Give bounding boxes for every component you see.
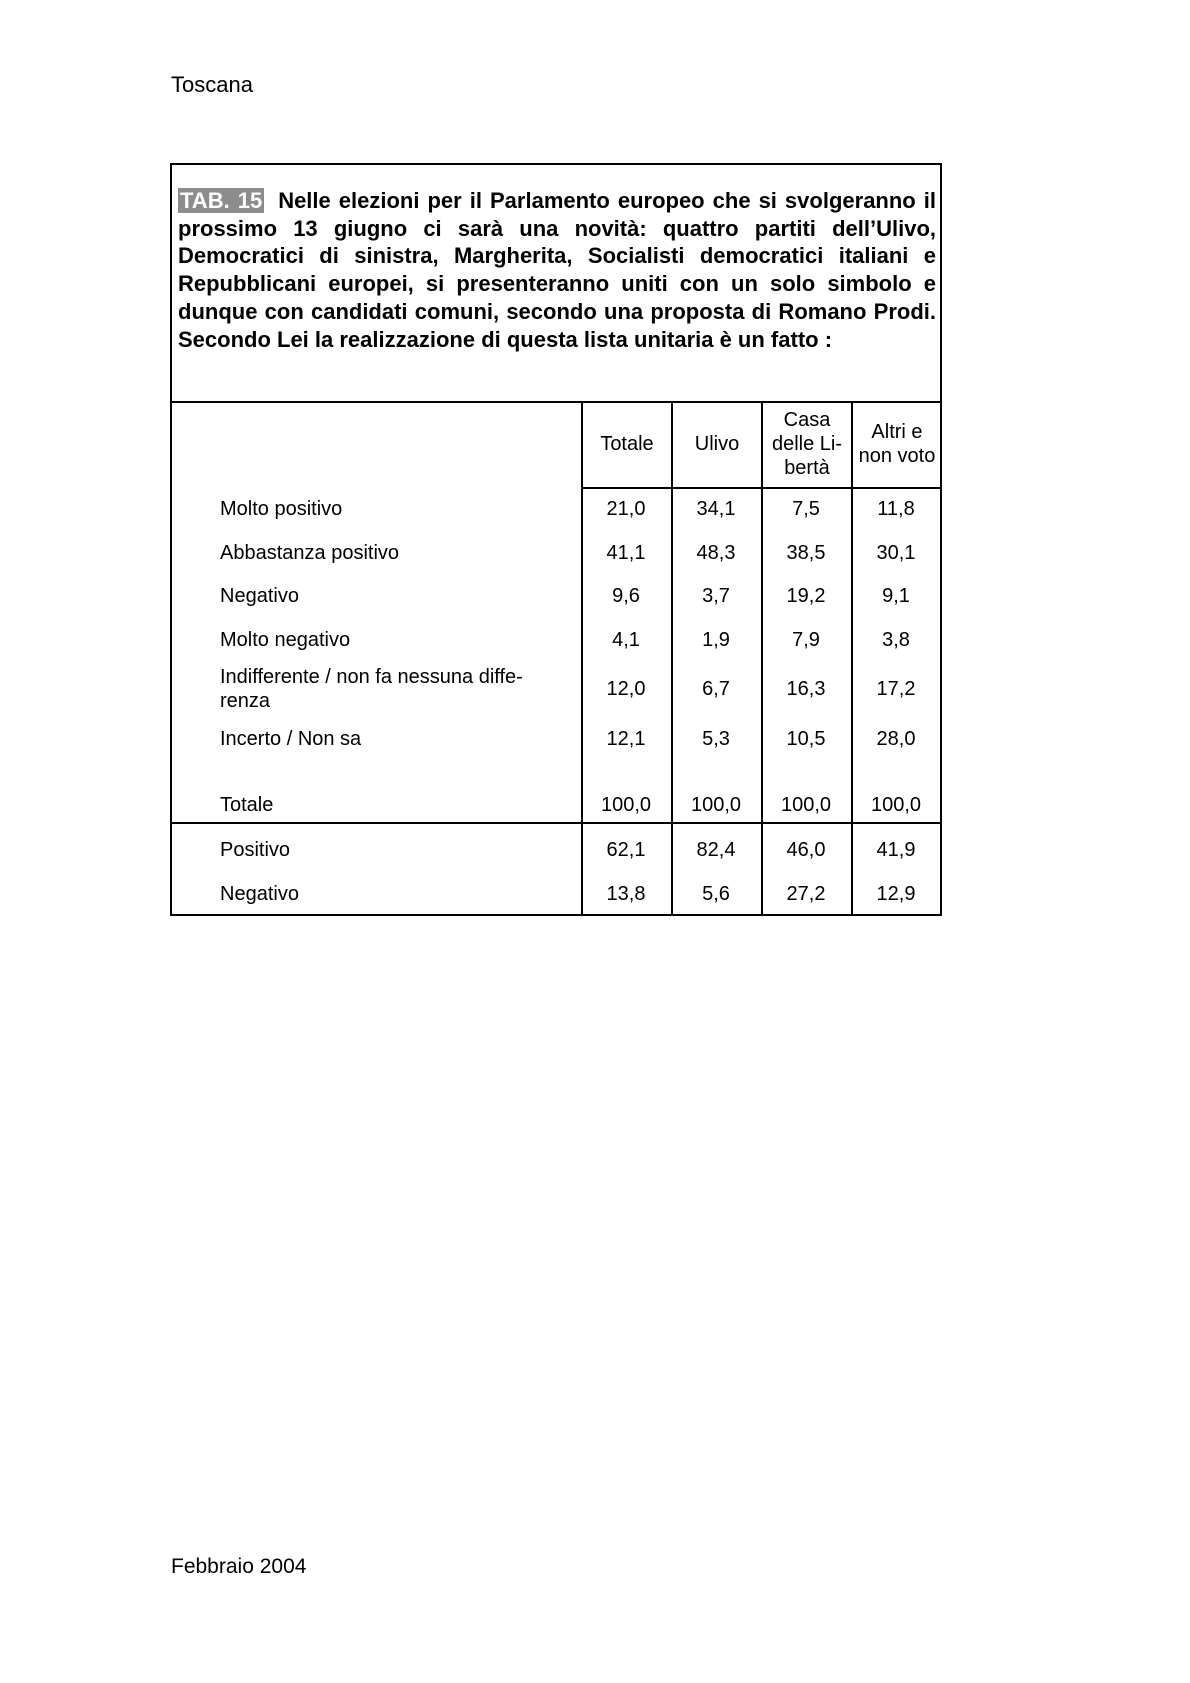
row-label-line: Molto positivo	[220, 498, 343, 520]
table-cell: 48,3	[696, 542, 736, 564]
column-header	[673, 401, 761, 487]
table-question	[178, 187, 936, 353]
table-cell: 10,5	[786, 728, 826, 750]
table-cell: 27,2	[786, 883, 826, 905]
table-cell: 16,3	[786, 678, 826, 700]
table-cell: 28,0	[876, 728, 916, 750]
question-text: Nelle elezioni per il Parlamento europeo che si svolgeranno il prossimo 13 giugno ci sarà una novità: quattro partiti dell’Ulivo, Democratici di sinistra, Margherita, Socialisti democratici italiani e Repubblicani europei, si presenteranno uniti con un solo simbolo e dunque con candidati comuni, secondo una proposta di Romano Prodi. Secondo Lei la realizzazione di questa lista unitaria è un fatto :	[178, 188, 936, 352]
table-cell: 6,7	[702, 678, 730, 700]
table-cell: 17,2	[876, 678, 916, 700]
row-label	[220, 665, 550, 713]
table-cell: 41,1	[606, 542, 646, 564]
column-header	[583, 401, 671, 487]
table-cell: 100,0	[870, 794, 922, 816]
row-label	[220, 838, 550, 862]
column-header-line: Altri e	[871, 421, 923, 443]
column-header-line: Totale	[600, 433, 654, 455]
row-label-line: renza	[220, 690, 271, 712]
row-label-line: Negativo	[220, 585, 299, 607]
row-label	[220, 882, 550, 906]
row-label	[220, 628, 550, 652]
table-cell: 12,1	[606, 728, 646, 750]
table-cell: 38,5	[786, 542, 826, 564]
table-cell: 7,9	[792, 629, 820, 651]
table-cell: 9,1	[882, 585, 910, 607]
page-footer-date: Febbraio 2004	[171, 1555, 307, 1578]
column-header-line: non voto	[858, 445, 936, 467]
table-cell: 12,0	[606, 678, 646, 700]
table-cell: 34,1	[696, 498, 736, 520]
table-cell: 100,0	[780, 794, 832, 816]
table-label: TAB. 15	[180, 188, 263, 213]
table-row	[172, 727, 940, 751]
column-header	[763, 401, 851, 487]
table-cell: 46,0	[786, 839, 826, 861]
column-header-line: Ulivo	[694, 433, 740, 455]
table-row	[172, 497, 940, 521]
summary-divider	[172, 822, 940, 824]
column-header	[853, 401, 941, 487]
table-row	[172, 793, 940, 817]
table-cell: 7,5	[792, 498, 820, 520]
column-header-divider	[581, 487, 942, 489]
survey-table	[170, 163, 942, 916]
page-header-region: Toscana	[171, 72, 253, 97]
table-cell: 21,0	[606, 498, 646, 520]
table-row	[172, 541, 940, 565]
row-label	[220, 497, 550, 521]
table-cell: 5,3	[702, 728, 730, 750]
table-cell: 5,6	[702, 883, 730, 905]
row-label	[220, 793, 550, 817]
table-row	[172, 628, 940, 652]
table-row	[172, 882, 940, 906]
table-cell: 41,9	[876, 839, 916, 861]
table-cell: 82,4	[696, 839, 736, 861]
table-cell: 19,2	[786, 585, 826, 607]
table-cell: 100,0	[690, 794, 742, 816]
column-header-line: delle Li-	[771, 433, 843, 455]
row-label	[220, 727, 550, 751]
row-label-line: Positivo	[220, 839, 291, 861]
table-cell: 11,8	[877, 498, 915, 520]
table-cell: 62,1	[606, 839, 646, 861]
row-label	[220, 584, 550, 608]
row-label-line: Indifferente / non fa nessuna diffe-	[220, 666, 523, 688]
table-cell: 100,0	[600, 794, 652, 816]
table-cell: 3,7	[702, 585, 730, 607]
table-cell: 12,9	[876, 883, 916, 905]
table-cell: 4,1	[612, 629, 640, 651]
table-cell: 9,6	[612, 585, 640, 607]
table-cell: 3,8	[882, 629, 910, 651]
column-header-line: bertà	[784, 457, 830, 479]
column-header-line: Casa	[783, 409, 831, 431]
table-cell: 1,9	[702, 629, 730, 651]
row-label-line: Incerto / Non sa	[220, 728, 362, 750]
row-label-line: Molto negativo	[220, 629, 351, 651]
table-row	[172, 665, 940, 713]
table-row	[172, 584, 940, 608]
table-row	[172, 838, 940, 862]
row-label	[220, 541, 550, 565]
table-cell: 13,8	[606, 883, 646, 905]
table-cell: 30,1	[876, 542, 916, 564]
row-label-line: Negativo	[220, 883, 299, 905]
row-label-line: Abbastanza positivo	[220, 542, 400, 564]
row-label-line: Totale	[220, 794, 274, 816]
